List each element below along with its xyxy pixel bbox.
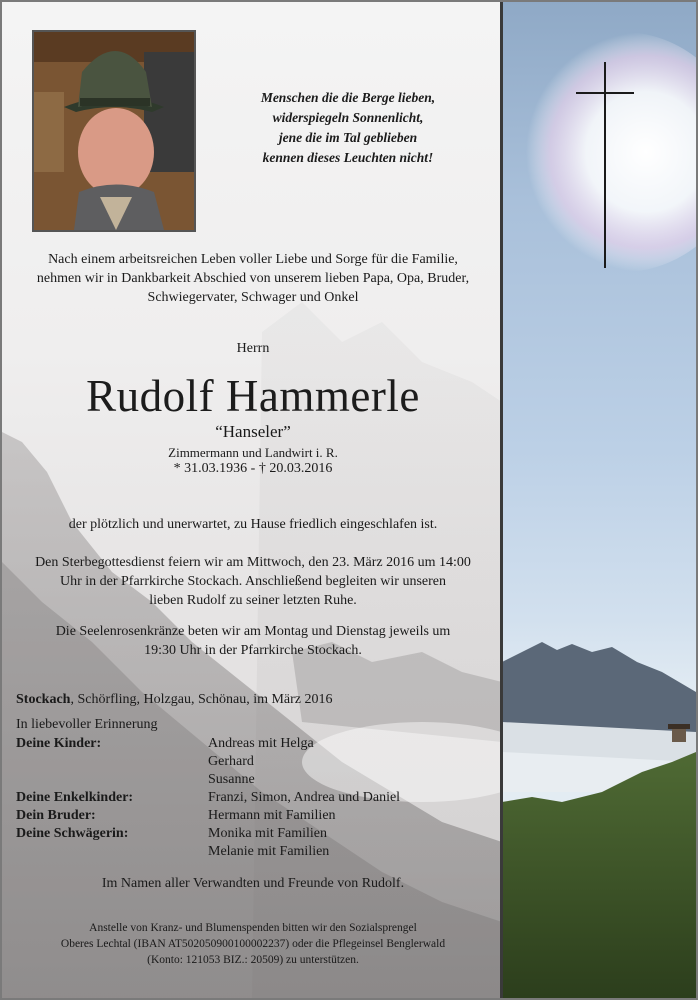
poem-line: jene die im Tal geblieben bbox=[278, 130, 418, 145]
family-value: Franzi, Simon, Andrea und Daniel bbox=[208, 790, 401, 805]
poem bbox=[224, 88, 472, 168]
cross-icon bbox=[574, 62, 636, 268]
poem-line: widerspiegeln Sonnenlicht, bbox=[272, 110, 424, 125]
life-dates: * 31.03.1936 - † 20.03.2016 bbox=[173, 461, 333, 476]
family-value: Gerhard bbox=[208, 754, 254, 769]
portrait-image bbox=[34, 32, 194, 230]
portrait-photo bbox=[32, 30, 196, 232]
panel-divider bbox=[500, 2, 503, 998]
family-value: Monika mit Familien bbox=[208, 826, 327, 841]
salutation: Herrn bbox=[236, 341, 270, 356]
family-label: Dein Bruder: bbox=[16, 808, 96, 823]
deceased-nickname: “Hanseler” bbox=[215, 422, 291, 441]
closing-text: Im Namen aller Verwandten und Freunde von Rudolf. bbox=[101, 876, 405, 891]
deceased-occupation: Zimmermann und Landwirt i. R. bbox=[168, 445, 338, 460]
deceased-name: Rudolf Hammerle bbox=[86, 371, 420, 421]
place-date-line bbox=[16, 692, 333, 708]
family-label: Deine Enkelkinder: bbox=[16, 790, 134, 805]
family-value: Hermann mit Familien bbox=[208, 808, 336, 823]
service-text bbox=[12, 553, 494, 610]
poem-line: Menschen die die Berge lieben, bbox=[260, 90, 436, 105]
donation-note bbox=[12, 920, 494, 968]
family-value: Susanne bbox=[208, 772, 255, 787]
remembrance-heading: In liebevoller Erinnerung bbox=[16, 717, 158, 732]
intro-line: Schwiegervater, Schwager und Onkel bbox=[147, 290, 359, 305]
service-line: lieben Rudolf zu seiner letzten Ruhe. bbox=[149, 593, 357, 608]
place-rest: , Schörfling, Holzgau, Schönau, im März 2016 bbox=[70, 692, 333, 707]
passing-text: der plötzlich und unerwartet, zu Hause friedlich eingeschlafen ist. bbox=[68, 517, 438, 532]
rosary-text bbox=[12, 622, 494, 660]
intro-line: Nach einem arbeitsreichen Leben voller Liebe und Sorge für die Familie, bbox=[48, 252, 458, 267]
donation-line: Oberes Lechtal (IBAN AT502050900100002237) oder die Pflegeinsel Benglerwald bbox=[60, 938, 446, 950]
place-name: Stockach bbox=[16, 692, 71, 707]
intro-text bbox=[12, 250, 494, 307]
rosary-line: Die Seelenrosenkränze beten wir am Montag und Dienstag jeweils um bbox=[55, 624, 451, 639]
service-line: Uhr in der Pfarrkirche Stockach. Anschließend begleiten wir unseren bbox=[59, 574, 447, 589]
family-label: Deine Kinder: bbox=[16, 736, 102, 751]
family-label: Deine Schwägerin: bbox=[16, 826, 129, 841]
poem-line: kennen dieses Leuchten nicht! bbox=[262, 150, 434, 165]
family-value: Melanie mit Familien bbox=[208, 844, 330, 859]
service-line: Den Sterbegottesdienst feiern wir am Mittwoch, den 23. März 2016 um 14:00 bbox=[35, 555, 471, 570]
rosary-line: 19:30 Uhr in der Pfarrkirche Stockach. bbox=[144, 643, 362, 658]
intro-line: nehmen wir in Dankbarkeit Abschied von unserem lieben Papa, Opa, Bruder, bbox=[36, 271, 470, 286]
family-value: Andreas mit Helga bbox=[208, 736, 314, 751]
donation-line: Anstelle von Kranz- und Blumenspenden bitten wir den Sozialsprengel bbox=[89, 922, 417, 934]
donation-line: (Konto: 121053 BIZ.: 20509) zu unterstützen. bbox=[147, 954, 359, 966]
